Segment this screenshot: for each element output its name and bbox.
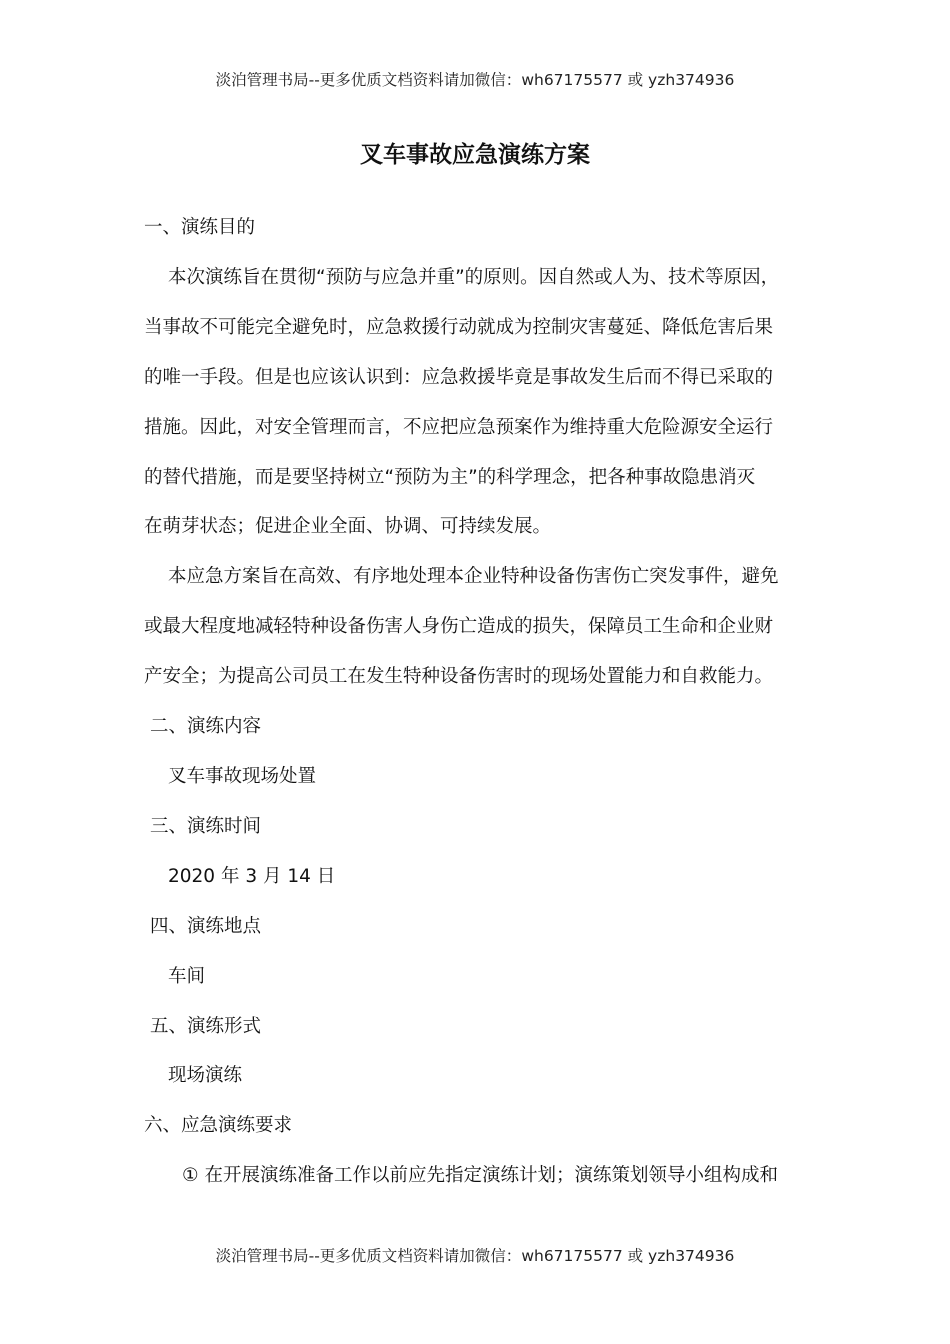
- paragraph-purpose-1: [144, 253, 824, 552]
- section-heading-content: 二、演练内容: [150, 716, 262, 738]
- page-footer: 淡泊管理书局--更多优质文档资料请加微信：wh67175577 或 yzh374936: [215, 1247, 735, 1265]
- section-heading-purpose: 一、演练目的: [144, 217, 256, 238]
- document-body: [144, 203, 824, 1201]
- section-body-location: 车间: [168, 965, 206, 987]
- section-heading-form: 五、演练形式: [150, 1015, 262, 1037]
- text-line: 本应急方案旨在高效、有序地处理本企业特种设备伤害伤亡突发事件，避免: [168, 566, 779, 588]
- text-line: 当事故不可能完全避免时，应急救援行动就成为控制灾害蔓延、降低危害后果: [144, 316, 774, 338]
- page-header: 淡泊管理书局--更多优质文档资料请加微信：wh67175577 或 yzh374936: [215, 71, 735, 89]
- requirement-item-1: ① 在开展演练准备工作以前应先指定演练计划；演练策划领导小组构成和: [182, 1165, 778, 1187]
- section-body-time: 2020 年 3 月 14 日: [168, 865, 336, 887]
- section-body-content: 叉车事故现场处置: [168, 765, 317, 787]
- text-line: 的替代措施，而是要坚持树立“预防为主”的科学理念，把各种事故隐患消灭: [144, 466, 756, 488]
- document-title: 叉车事故应急演练方案: [360, 142, 590, 168]
- text-line: 本次演练旨在贯彻“预防与应急并重”的原则。因自然或人为、技术等原因，: [168, 266, 780, 288]
- text-line: 产安全；为提高公司员工在发生特种设备伤害时的现场处置能力和自救能力。: [144, 666, 774, 688]
- section-heading-time: 三、演练时间: [150, 815, 262, 837]
- section-heading-requirements: 六、应急演练要求: [144, 1115, 293, 1137]
- paragraph-purpose-2: [144, 552, 824, 702]
- text-line: 措施。因此，对安全管理而言，不应把应急预案作为维持重大危险源安全运行: [144, 416, 774, 438]
- text-line: 在萌芽状态；促进企业全面、协调、可持续发展。: [144, 516, 552, 538]
- text-line: 的唯一手段。但是也应该认识到：应急救援毕竟是事故发生后而不得已采取的: [144, 366, 774, 388]
- text-line: 或最大程度地减轻特种设备伤害人身伤亡造成的损失，保障员工生命和企业财: [144, 616, 774, 638]
- section-heading-location: 四、演练地点: [150, 915, 262, 937]
- section-body-form: 现场演练: [168, 1065, 243, 1087]
